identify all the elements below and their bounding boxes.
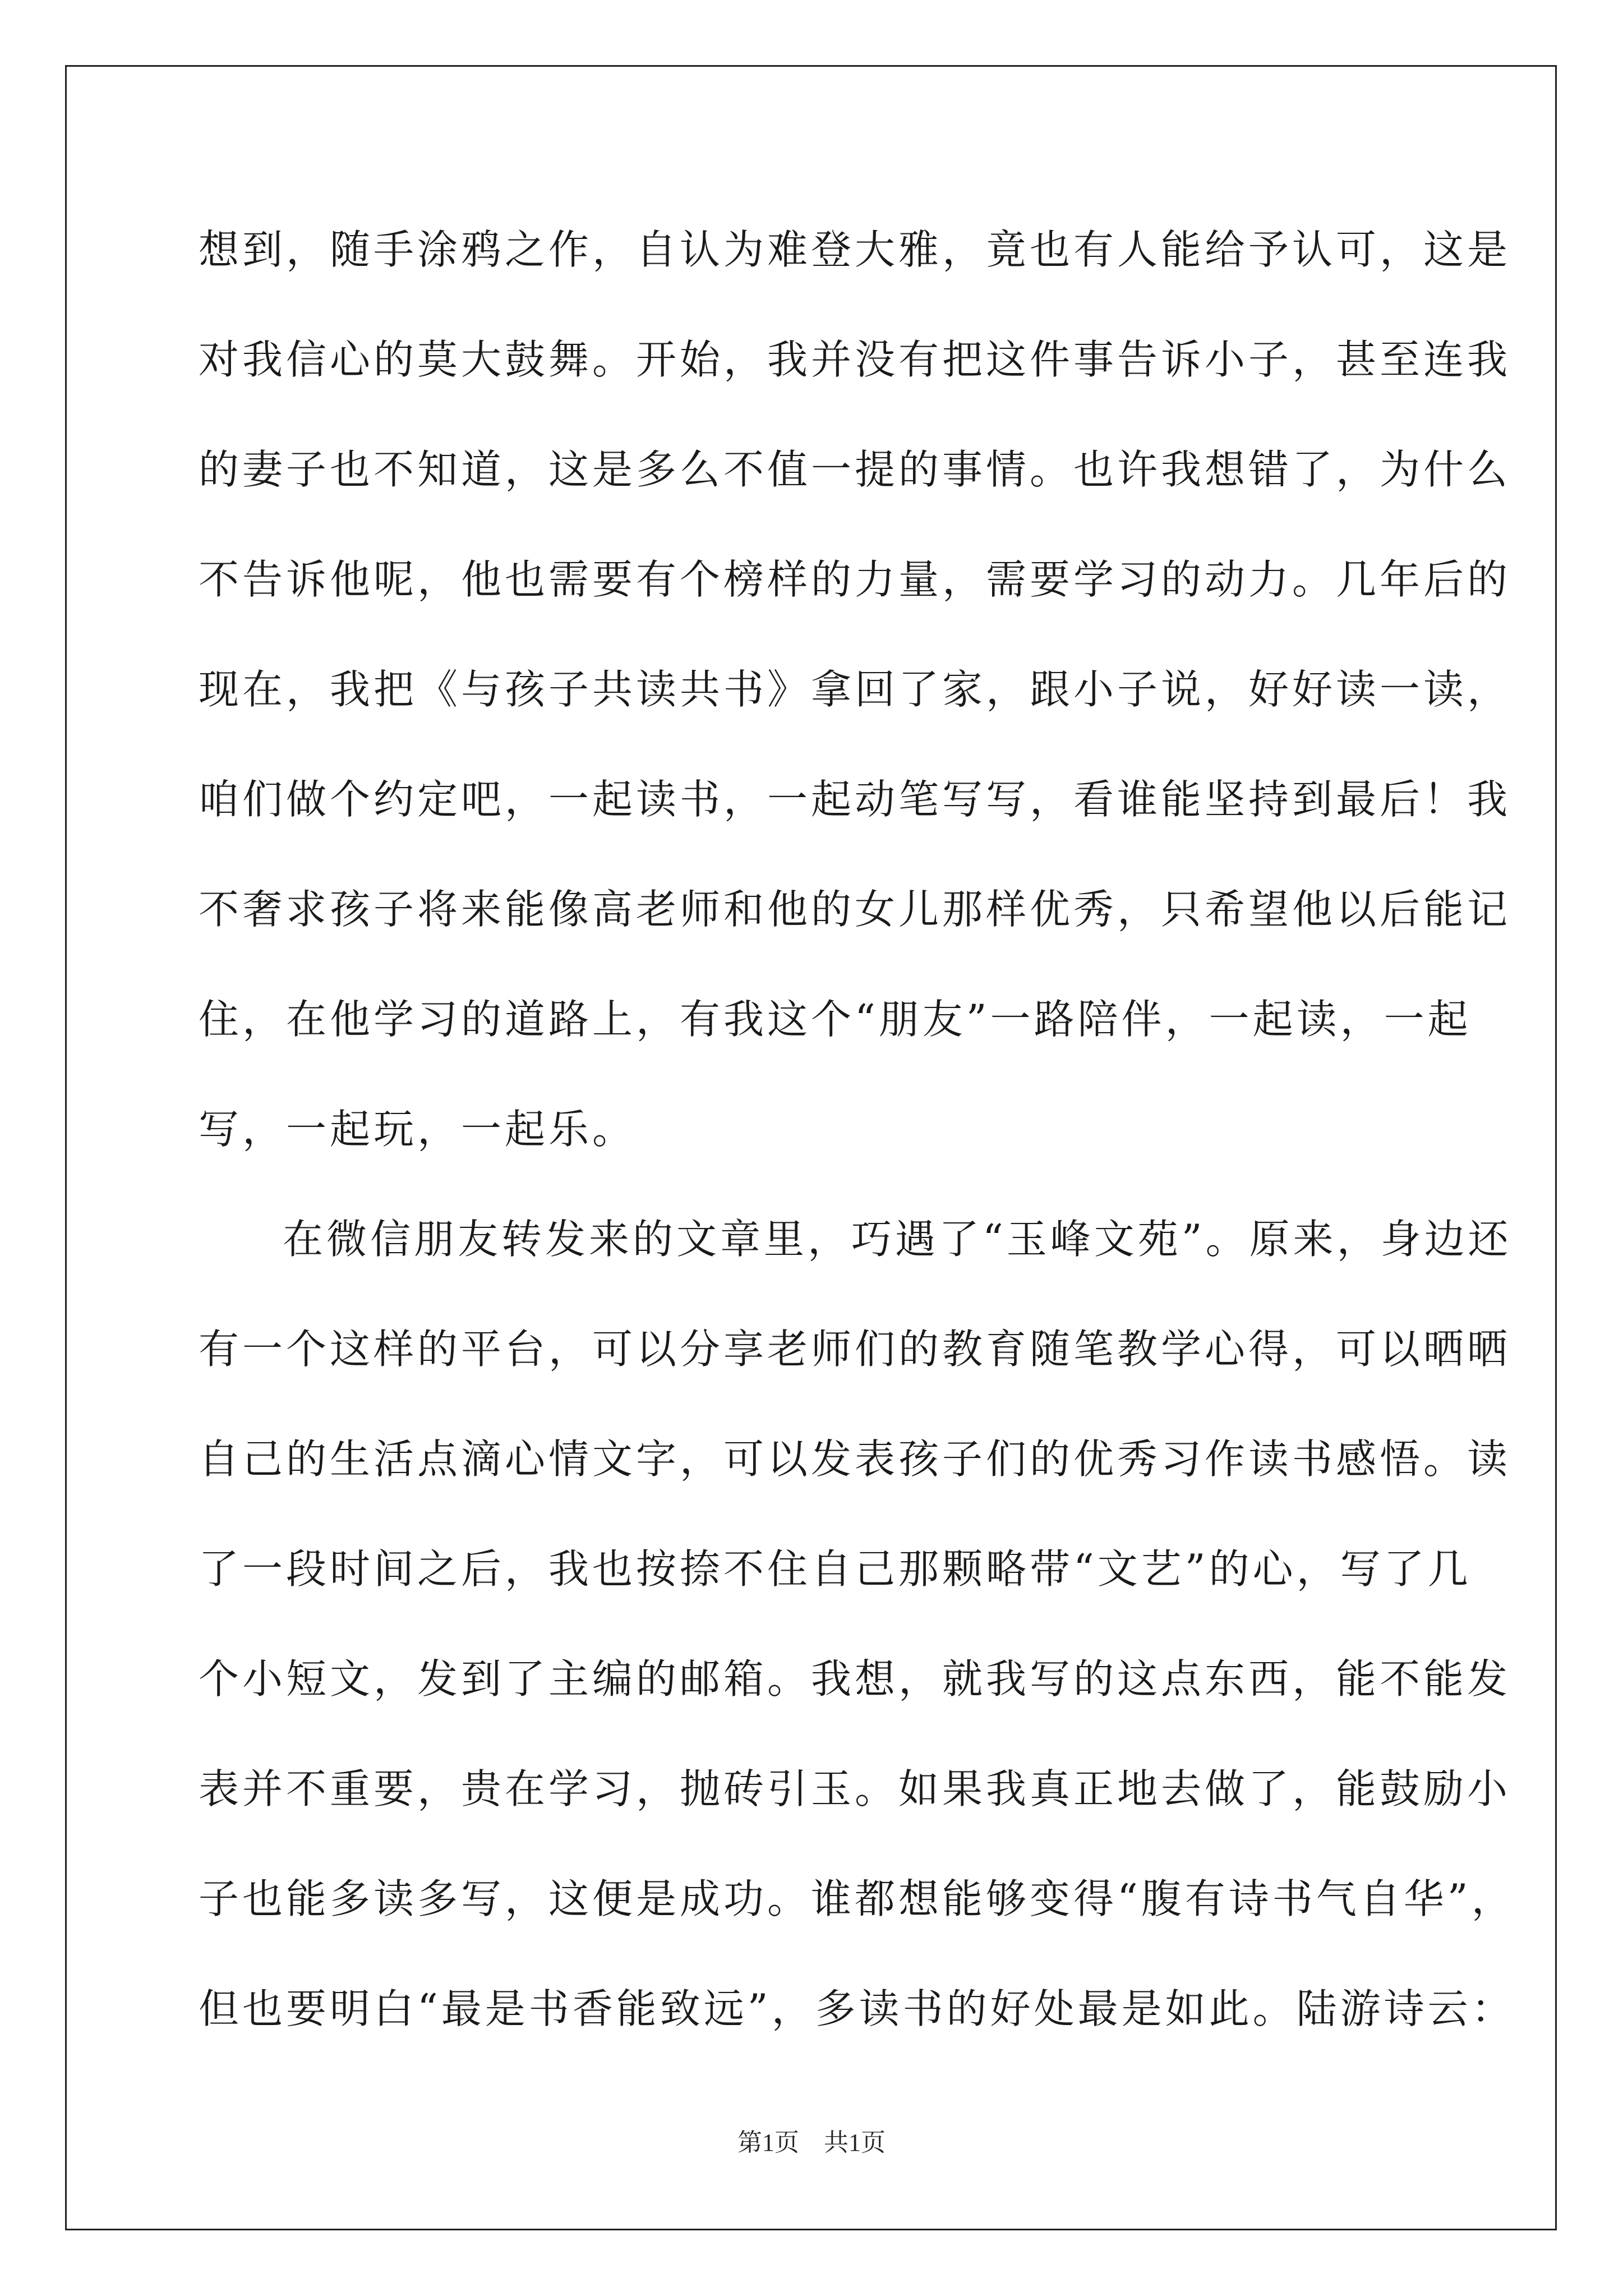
text-line: 想到，随手涂鸦之作，自认为难登大雅，竟也有人能给予认可，这是 (199, 226, 1511, 273)
text-line: 住，在他学习的道路上，有我这个“朋友”一路陪伴，一起读，一起 (199, 996, 1472, 1043)
text-line: 对我信心的莫大鼓舞。开始，我并没有把这件事告诉小子，甚至连我 (199, 336, 1511, 383)
text-line: 有一个这样的平台，可以分享老师们的教育随笔教学心得，可以晒晒 (199, 1326, 1511, 1373)
text-line: 现在，我把《与孩子共读共书》拿回了家，跟小子说，好好读一读， (199, 666, 1511, 713)
text-line: 表并不重要，贵在学习，抛砖引玉。如果我真正地去做了，能鼓励小 (199, 1765, 1511, 1812)
text-line: 写，一起玩，一起乐。 (199, 1106, 637, 1153)
text-line: 自己的生活点滴心情文字，可以发表孩子们的优秀习作读书感悟。读 (199, 1435, 1511, 1483)
text-line: 了一段时间之后，我也按捺不住自己那颗略带“文艺”的心，写了几 (199, 1545, 1472, 1593)
page-footer: 第1页 共1页 (737, 2129, 886, 2156)
text-line: 但也要明白“最是书香能致远”，多读书的好处最是如此。陆游诗云： (199, 1985, 1515, 2032)
text-line: 咱们做个约定吧，一起读书，一起动笔写写，看谁能坚持到最后！我 (199, 776, 1511, 823)
text-line: 不奢求孩子将来能像高老师和他的女儿那样优秀，只希望他以后能记 (199, 886, 1511, 933)
text-line: 的妻子也不知道，这是多么不值一提的事情。也许我想错了，为什么 (199, 446, 1511, 493)
document-body (199, 213, 1515, 2082)
text-line: 个小短文，发到了主编的邮箱。我想，就我写的这点东西，能不能发 (199, 1655, 1511, 1703)
text-line: 不告诉他呢，他也需要有个榜样的力量，需要学习的动力。几年后的 (199, 556, 1511, 603)
text-line: 在微信朋友转发来的文章里，巧遇了“玉峰文苑”。原来，身边还 (283, 1216, 1512, 1263)
text-line: 子也能多读多写，这便是成功。谁都想能够变得“腹有诗书气自华”， (199, 1875, 1515, 1922)
